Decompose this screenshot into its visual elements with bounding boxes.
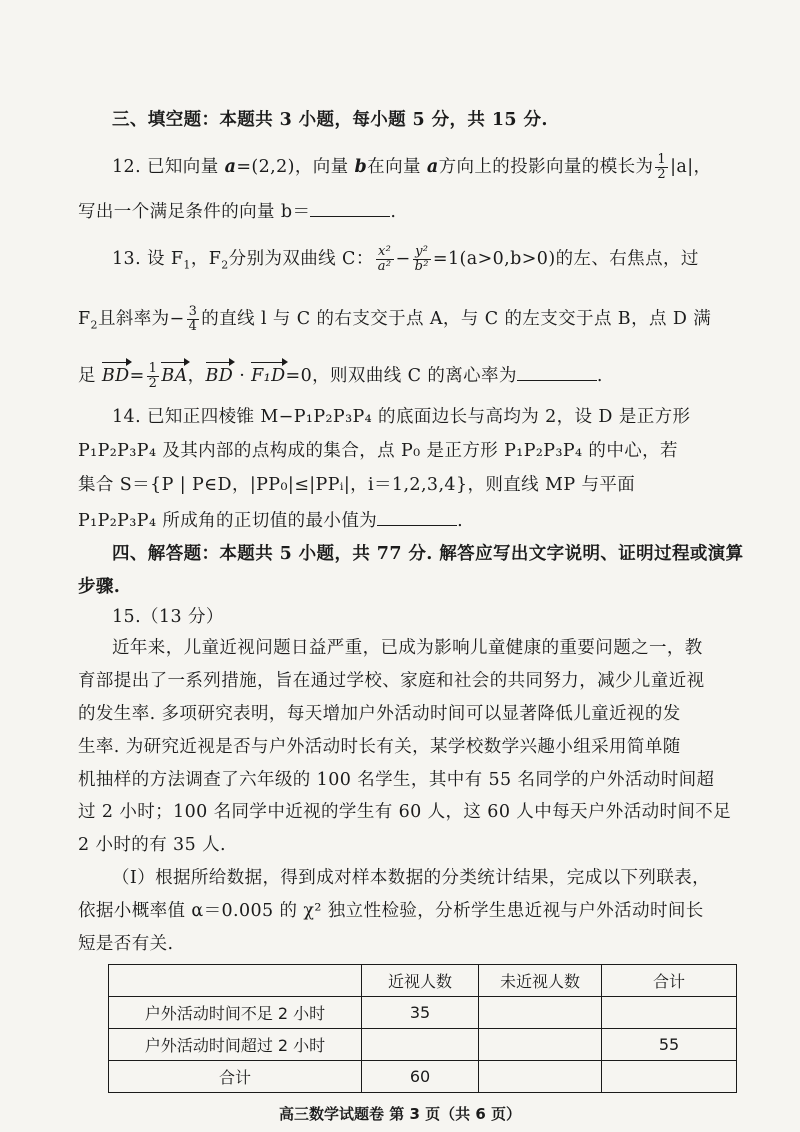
table-row <box>109 1061 737 1093</box>
section3-heading: 三、填空题：本题共 3 小题，每小题 5 分，共 15 分. <box>112 110 548 130</box>
table-header-cell: 合计 <box>602 965 737 997</box>
table-cell[interactable] <box>602 997 737 1029</box>
q15-paragraph-line: 2 小时的有 35 人. <box>78 835 226 855</box>
q13-frac-y: $\frac{\text{y²}}{\text{b²}}$ <box>414 244 429 274</box>
table-cell[interactable] <box>602 1061 737 1093</box>
q15-paragraph-line: 机抽样的方法调查了六年级的 100 名学生，其中有 55 名同学的户外活动时间超 <box>78 770 715 790</box>
contingency-table <box>108 964 737 1093</box>
q14-line4: P₁P₂P₃P₄ 所成角的正切值的最小值为 . <box>78 507 463 533</box>
q14-line3: 集合 S＝{P | P∈D，|PP₀|≤|PPᵢ|，i＝1,2,3,4}，则直线 MP 与平面 <box>78 475 636 495</box>
q15-paragraph-line: 育部提出了一系列措施，旨在通过学校、家庭和社会的共同努力，减少儿童近视 <box>78 671 705 691</box>
table-cell[interactable] <box>479 1061 602 1093</box>
vector-bd-2: BD <box>205 366 234 386</box>
q12-line1: 12. 已知向量 a=(2,2)，向量 b在向量 a方向上的投影向量的模长为 $\frac{1}{2}$ |a|， <box>112 152 712 182</box>
q15-paragraph-line: 近年来，儿童近视问题日益严重，已成为影响儿童健康的重要问题之一，教 <box>112 638 703 658</box>
table-cell: 35 <box>362 997 479 1029</box>
table-row <box>109 997 737 1029</box>
table-row <box>109 1029 737 1061</box>
q15-part1-line: 短是否有关. <box>78 934 174 954</box>
table-row-label: 合计 <box>109 1061 362 1093</box>
q13-line2: $F_2$且斜率为− $\frac{3}{4}$ 的直线 l 与 C 的右支交于点 A，与 C 的左支交于点 B，点 D 满 <box>78 304 712 334</box>
table-header-cell: 近视人数 <box>362 965 479 997</box>
q15-title: 15.（13 分） <box>112 607 224 627</box>
q13-line3: 足 BD= $\frac{1}{2}$ BA，BD · F₁D=0，则双曲线 C 的离心率为 . <box>78 361 603 391</box>
q13-slope-frac: $\frac{3}{4}$ <box>188 304 198 334</box>
page-footer: 高三数学试题卷 第 3 页（共 6 页） <box>279 1105 521 1123</box>
q14-line1: 14. 已知正四棱锥 M−P₁P₂P₃P₄ 的底面边长与高均为 2，设 D 是正方形 <box>112 407 691 427</box>
section4-heading-cont: 步骤. <box>78 577 121 597</box>
q12-line2: 写出一个满足条件的向量 b＝ . <box>78 198 396 224</box>
vector-ba: BA <box>161 366 188 386</box>
q15-part1-line: （Ⅰ）根据所给数据，得到成对样本数据的分类统计结果，完成以下列联表， <box>112 868 711 888</box>
table-cell[interactable] <box>362 1029 479 1061</box>
vector-f1d: F₁D <box>251 366 286 386</box>
table-cell[interactable] <box>479 1029 602 1061</box>
q15-paragraph-line: 生率. 为研究近视是否与户外活动时长有关，某学校数学兴趣小组采用简单随 <box>78 737 681 757</box>
q15-part1-line: 依据小概率值 α＝0.005 的 χ² 独立性检验，分析学生患近视与户外活动时间长 <box>78 901 704 921</box>
q14-line2: P₁P₂P₃P₄ 及其内部的点构成的集合，点 P₀ 是正方形 P₁P₂P₃P₄ 的中心，若 <box>78 441 678 461</box>
q12-answer-blank[interactable] <box>310 198 390 217</box>
q15-paragraph-line: 的发生率. 多项研究表明，每天增加户外活动时间可以显著降低儿童近视的发 <box>78 704 681 724</box>
table-cell: 60 <box>362 1061 479 1093</box>
table-header-row <box>109 965 737 997</box>
table-row-label: 户外活动时间不足 2 小时 <box>109 997 362 1029</box>
section4-heading: 四、解答题：本题共 5 小题，共 77 分. 解答应写出文字说明、证明过程或演算 <box>112 544 744 564</box>
table-header-cell <box>109 965 362 997</box>
vector-bd: BD <box>101 366 130 386</box>
q14-answer-blank[interactable] <box>377 507 457 526</box>
table-row-label: 户外活动时间超过 2 小时 <box>109 1029 362 1061</box>
table-header-cell: 未近视人数 <box>479 965 602 997</box>
table-cell: 55 <box>602 1029 737 1061</box>
q13-half-frac: $\frac{1}{2}$ <box>148 361 158 391</box>
q13-frac-x: $\frac{\text{x²}}{\text{a²}}$ <box>377 244 392 274</box>
q13-line1: 13. 设 $F_1$，$F_2$分别为双曲线 C： $\frac{\text{x²}}{\text{a²}}$ − $\frac{\text{y²}}{\text{b²}}$ =1(a>0,b>0)的左、右焦点，过 <box>112 244 699 274</box>
table-cell[interactable] <box>479 997 602 1029</box>
q12-fraction: $\frac{1}{2}$ <box>657 152 667 182</box>
q15-paragraph-line: 过 2 小时；100 名同学中近视的学生有 60 人，这 60 人中每天户外活动时间不足 <box>78 802 732 822</box>
q13-answer-blank[interactable] <box>517 362 597 381</box>
